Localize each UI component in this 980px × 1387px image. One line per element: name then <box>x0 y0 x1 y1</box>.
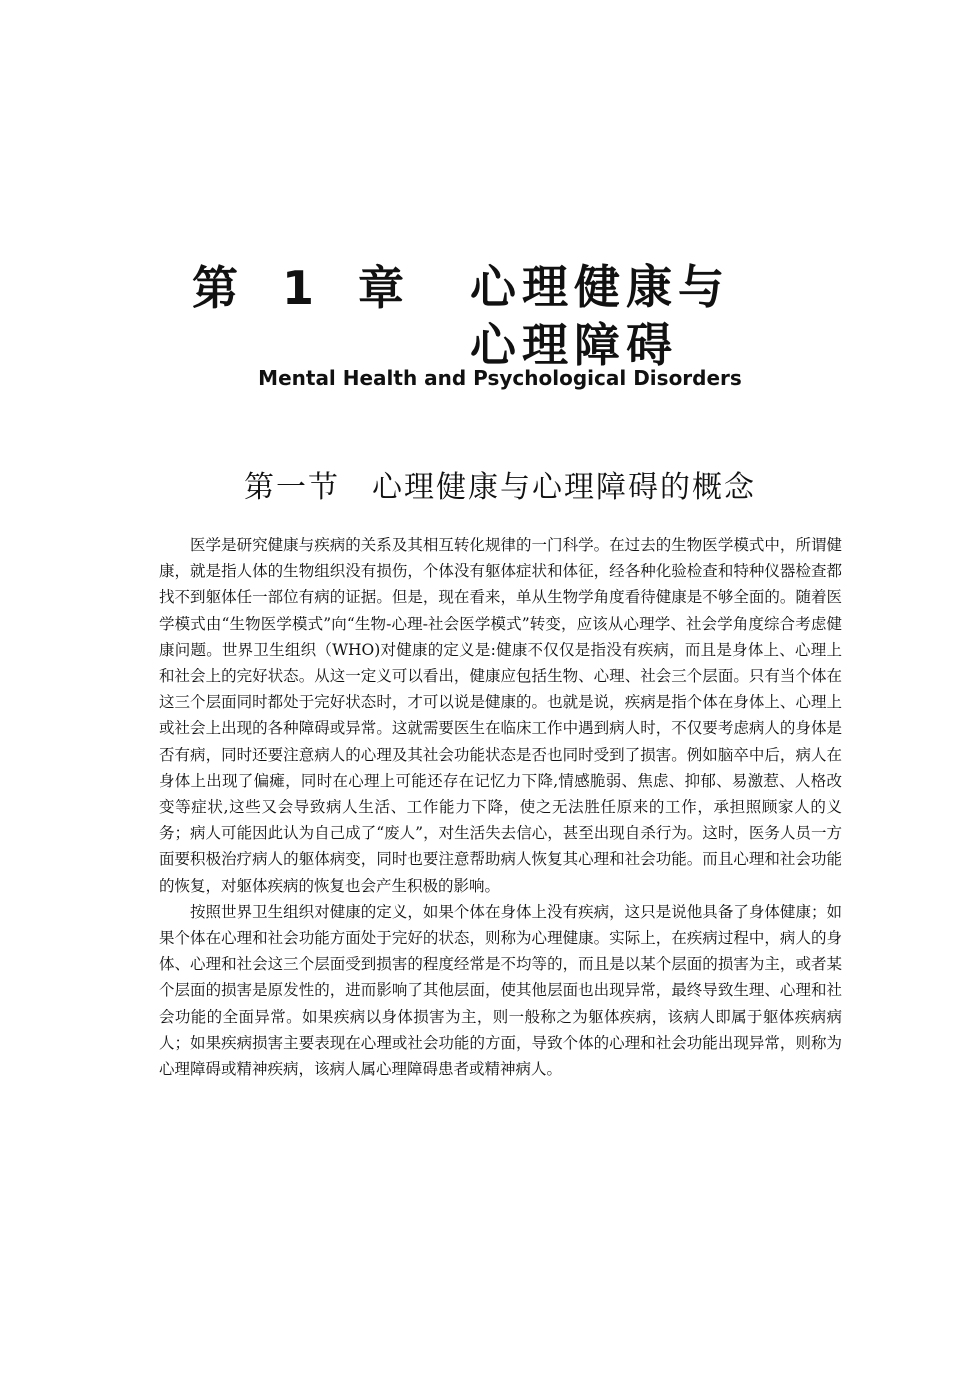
paragraph-2: 按照世界卫生组织对健康的定义，如果个体在身体上没有疾病，这只是说他具备了身体健康；如果个体在心理和社会功能方面处于完好的状态，则称为心理健康。实际上，在疾病过程中，病人的身体、心理和社会这三个层面受到损害的程度经常是不均等的，而且是以某个层面的损害为主，或者某个层面的损害是原发性的，进而影响了其他层面，使其他层面也出现异常，最终导致生理、心理和社会功能的全面异常。如果疾病以身体损害为主，则一般称之为躯体疾病，该病人即属于躯体疾病病人；如果疾病损害主要表现在心理或社会功能的方面，导致个体的心理和社会功能出现异常，则称为心理障碍或精神疾病，该病人属心理障碍患者或精神病人。 <box>159 902 842 1079</box>
body-text <box>159 532 842 1082</box>
section-title: 第一节 心理健康与心理障碍的概念 <box>244 470 756 505</box>
paragraph-1: 医学是研究健康与疾病的关系及其相互转化规律的一门科学。在过去的生物医学模式中，所谓健康，就是指人体的生物组织没有损伤，个体没有躯体症状和体征，经各种化验检查和特种仪器检查都找不到躯体任一部位有病的证据。但是，现在看来，单从生物学角度看待健康是不够全面的。随着医学模式由“生物医学模式”向“生物-心理-社会医学模式”转变，应该从心理学、社会学角度综合考虑健康问题。世界卫生组织（WHO)对健康的定义是:健康不仅仅是指没有疾病，而且是身体上、心理上和社会上的完好状态。从这一定义可以看出，健康应包括生物、心理、社会三个层面。只有当个体在这三个层面同时都处于完好状态时，才可以说是健康的。也就是说，疾病是指个体在身体上、心理上或社会上出现的各种障碍或异常。这就需要医生在临床工作中遇到病人时，不仅要考虑病人的身体是否有病，同时还要注意病人的心理及其社会功能状态是否也同时受到了损害。例如脑卒中后，病人在身体上出现了偏瘫，同时在心理上可能还存在记忆力下降,情感脆弱、焦虑、抑郁、易激惹、人格改变等症状,这些又会导致病人生活、工作能力下降，使之无法胜任原来的工作，承担照顾家人的义务；病人可能因此认为自己成了“废人”，对生活失去信心，甚至出现自杀行为。这时，医务人员一方面要积极治疗病人的躯体病变，同时也要注意帮助病人恢复其心理和社会功能。而且心理和社会功能的恢复，对躯体疾病的恢复也会产生积极的影响。 <box>159 536 842 895</box>
chapter-english-title: Mental Health and Psychological Disorders <box>258 366 742 390</box>
chapter-title: 心理健康与 心理障碍 <box>470 260 730 372</box>
chapter-number: 第 1 章 <box>192 261 419 315</box>
chapter-heading <box>192 258 832 372</box>
